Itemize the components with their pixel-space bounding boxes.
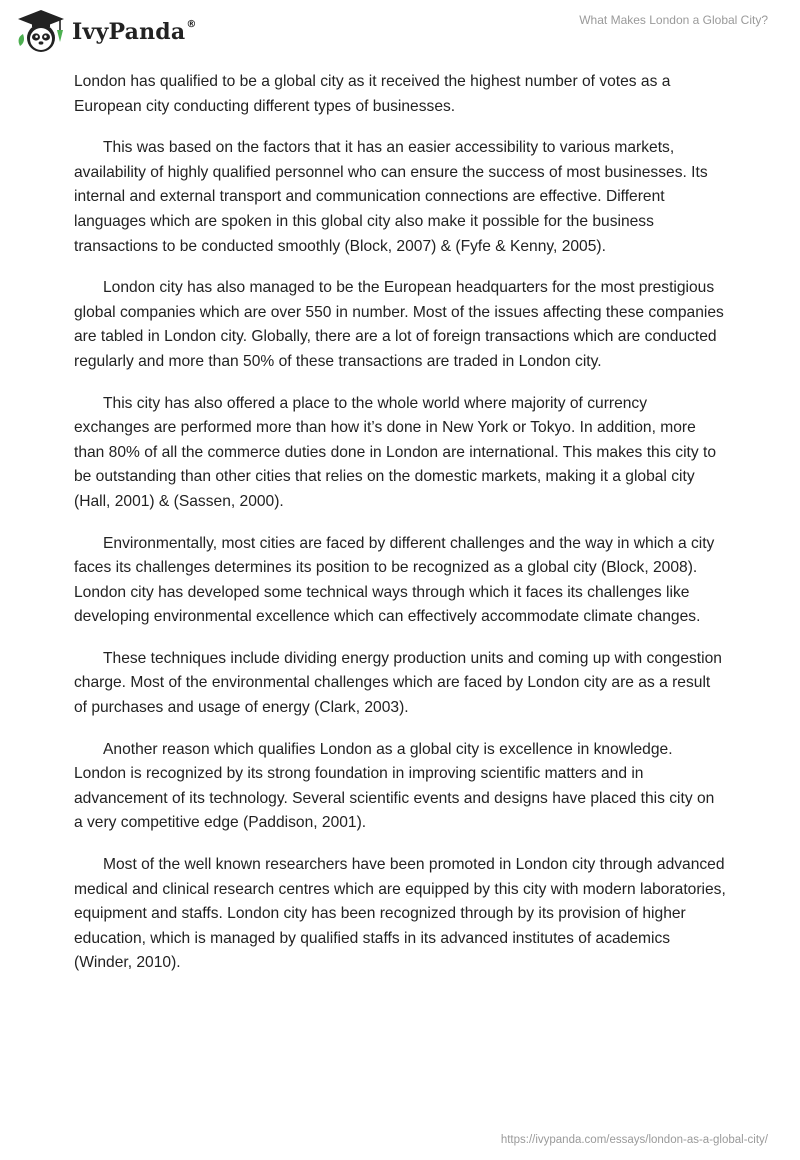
paragraph-3: London city has also managed to be the European headquarters for the most prestigious global companies which are over 550 in number. Most of the issues affecting these companies are tabled in London city. Globally, there are a lot of foreign transactions which are conducted regularly and more than 50% of these transactions are traded in London city. <box>74 279 724 370</box>
brand-text: IvyPanda <box>72 19 186 45</box>
paragraph-7: Another reason which qualifies London as a global city is excellence in knowledge. London is recognized by its strong foundation in improving scientific matters and in advancement of its technology. Several scientific events and designs have placed this city on a very competitive edge (Paddison, 2001). <box>74 740 715 832</box>
source-url[interactable]: https://ivypanda.com/essays/london-as-a-global-city/ <box>500 1134 768 1146</box>
essay-body <box>74 70 726 993</box>
page-header <box>0 0 800 62</box>
document-title: What Makes London a Global City? <box>579 13 768 27</box>
paragraph-5: Environmentally, most cities are faced by different challenges and the way in which a city faces its challenges determines its position to be recognized as a global city (Block, 2008). London city has developed some technical ways through which it faces its challenges like developing environmental excellence which can effectively accommodate climate changes. <box>74 534 715 626</box>
paragraph-1: London has qualified to be a global city as it received the highest number of votes as a European city conducting different types of businesses. <box>74 73 671 115</box>
registered-mark: ® <box>186 18 197 30</box>
paragraph-8: Most of the well known researchers have been promoted in London city through advanced medical and clinical research centres which are equipped by this city with modern laboratories, equipment and staffs. London city has been recognized through by its provision of higher education, which is managed by qualified staffs in its advanced institutes of academics (Winder, 2010). <box>74 856 726 972</box>
paragraph-2: This was based on the factors that it has an easier accessibility to various markets, availability of highly qualified personnel who can ensure the success of most businesses. Its internal and external transport and communication connections are effective. Different languages which are spoken in this global city also make it possible for the business transactions to be conducted smoothly (Block, 2007) & (Fyfe & Kenny, 2005). <box>74 139 708 255</box>
paragraph-6: These techniques include dividing energy production units and coming up with congestion charge. Most of the environmental challenges which are faced by London city are as a result of purchases and usage of energy (Clark, 2003). <box>74 649 722 717</box>
paragraph-4: This city has also offered a place to the whole world where majority of currency exchanges are performed more than how it’s done in New York or Tokyo. In addition, more than 80% of all the commerce duties done in London are international. This makes this city to be outstanding than other cities that relies on the domestic markets, making it a global city (Hall, 2001) & (Sassen, 2000). <box>74 394 717 510</box>
brand-name <box>72 19 197 45</box>
ivypanda-logo[interactable] <box>14 8 197 56</box>
panda-graduation-cap-icon <box>14 8 68 56</box>
